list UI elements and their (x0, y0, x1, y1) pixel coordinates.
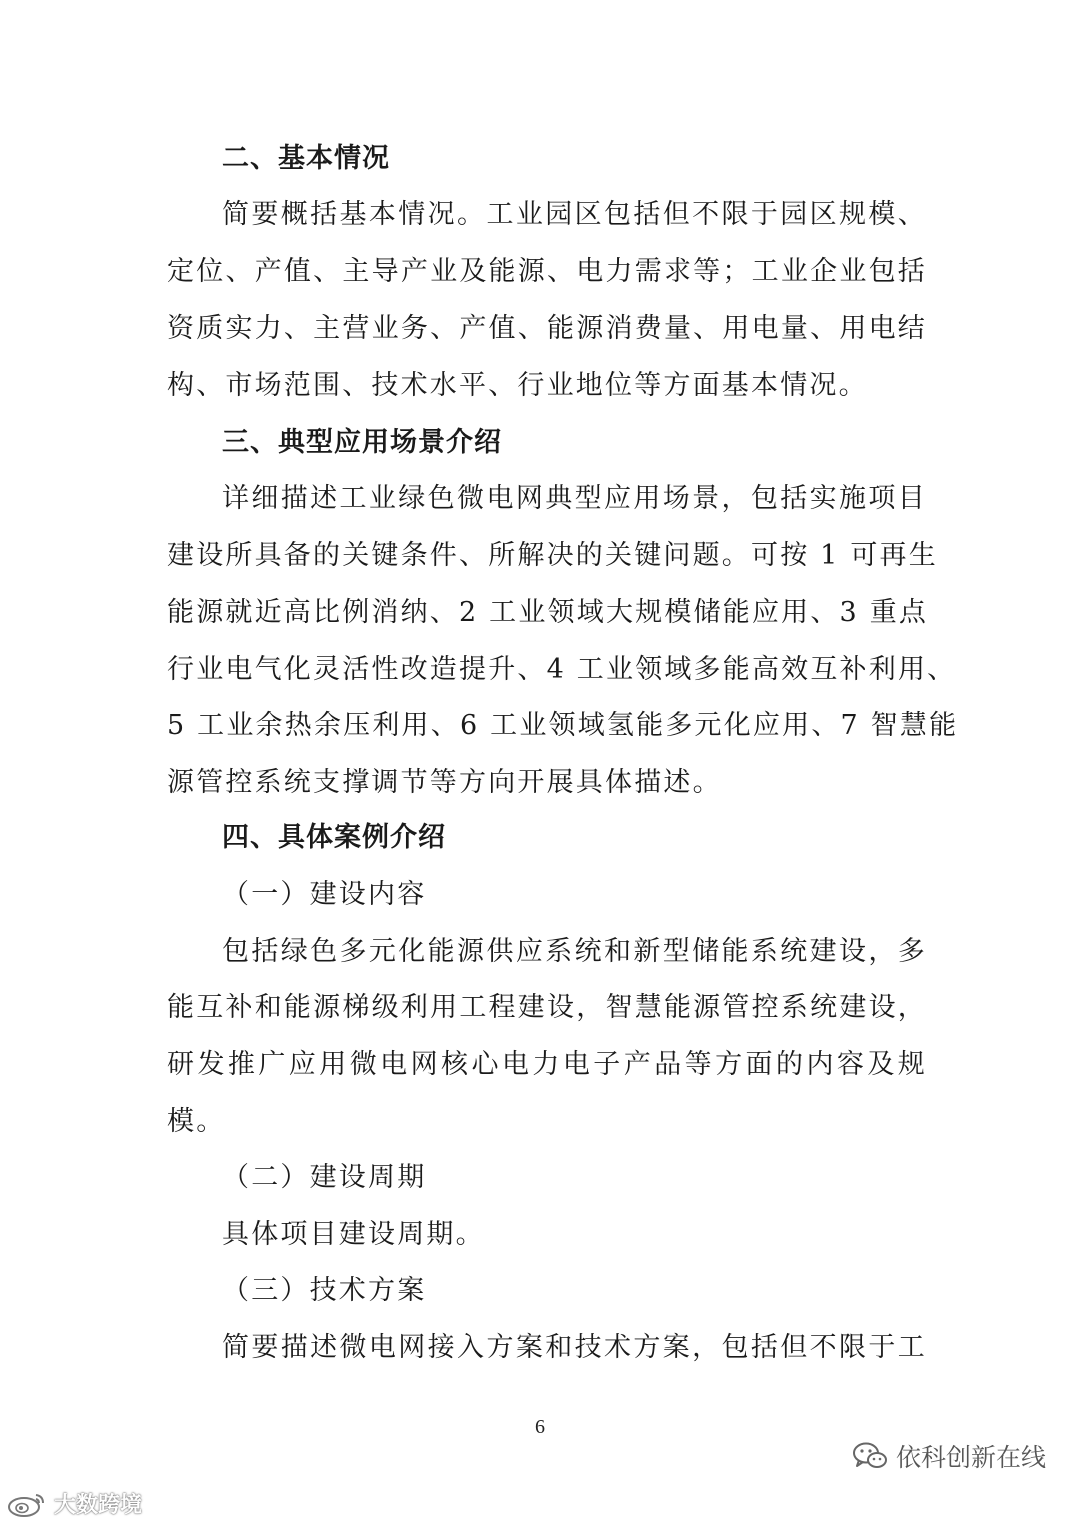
paragraph-line: 简要概括基本情况。工业园区包括但不限于园区规模、 (222, 199, 927, 230)
paragraph-line: 模。 (167, 1106, 226, 1137)
subsection-heading-content: （一）建设内容 (222, 879, 427, 910)
paragraph-line: 行业电气化灵活性改造提升、4 工业领域多能高效互补利用、 (167, 654, 957, 685)
watermark-left-text: 大数跨境 (54, 1493, 143, 1518)
wechat-icon (852, 1441, 888, 1471)
subsection-heading-technical: （三）技术方案 (222, 1275, 427, 1306)
paragraph-line: 详细描述工业绿色微电网典型应用场景，包括实施项目 (222, 483, 927, 514)
page-number: 6 (535, 1416, 545, 1438)
section-heading-basic-info: 二、基本情况 (222, 143, 390, 174)
subsection-heading-period: （二）建设周期 (222, 1162, 427, 1193)
paragraph-line: 能源就近高比例消纳、2 工业领域大规模储能应用、3 重点 (167, 597, 929, 628)
weibo-icon (6, 1490, 48, 1518)
paragraph-line: 能互补和能源梯级利用工程建设，智慧能源管控系统建设， (167, 992, 927, 1023)
watermark-right-text: 依科创新在线 (895, 1443, 1046, 1472)
watermark-right (852, 1438, 1046, 1474)
watermark-left (6, 1488, 142, 1519)
paragraph-line: 定位、产值、主导产业及能源、电力需求等；工业企业包括 (167, 256, 927, 287)
paragraph-line: 构、市场范围、技术水平、行业地位等方面基本情况。 (167, 370, 868, 401)
paragraph-line: 具体项目建设周期。 (222, 1219, 485, 1250)
paragraph-line: 资质实力、主营业务、产值、能源消费量、用电量、用电结 (167, 313, 927, 344)
paragraph-line: 简要描述微电网接入方案和技术方案，包括但不限于工 (222, 1332, 927, 1363)
paragraph-line: 5 工业余热余压利用、6 工业领域氢能多元化应用、7 智慧能 (167, 710, 959, 741)
paragraph-line: 研发推广应用微电网核心电力电子产品等方面的内容及规 (167, 1049, 927, 1080)
paragraph-line: 包括绿色多元化能源供应系统和新型储能系统建设，多 (222, 936, 927, 967)
paragraph-line: 源管控系统支撑调节等方向开展具体描述。 (167, 767, 722, 798)
section-heading-scenarios: 三、典型应用场景介绍 (222, 427, 502, 458)
paragraph-line: 建设所具备的关键条件、所解决的关键问题。可按 1 可再生 (167, 540, 938, 571)
section-heading-case: 四、具体案例介绍 (222, 822, 446, 853)
